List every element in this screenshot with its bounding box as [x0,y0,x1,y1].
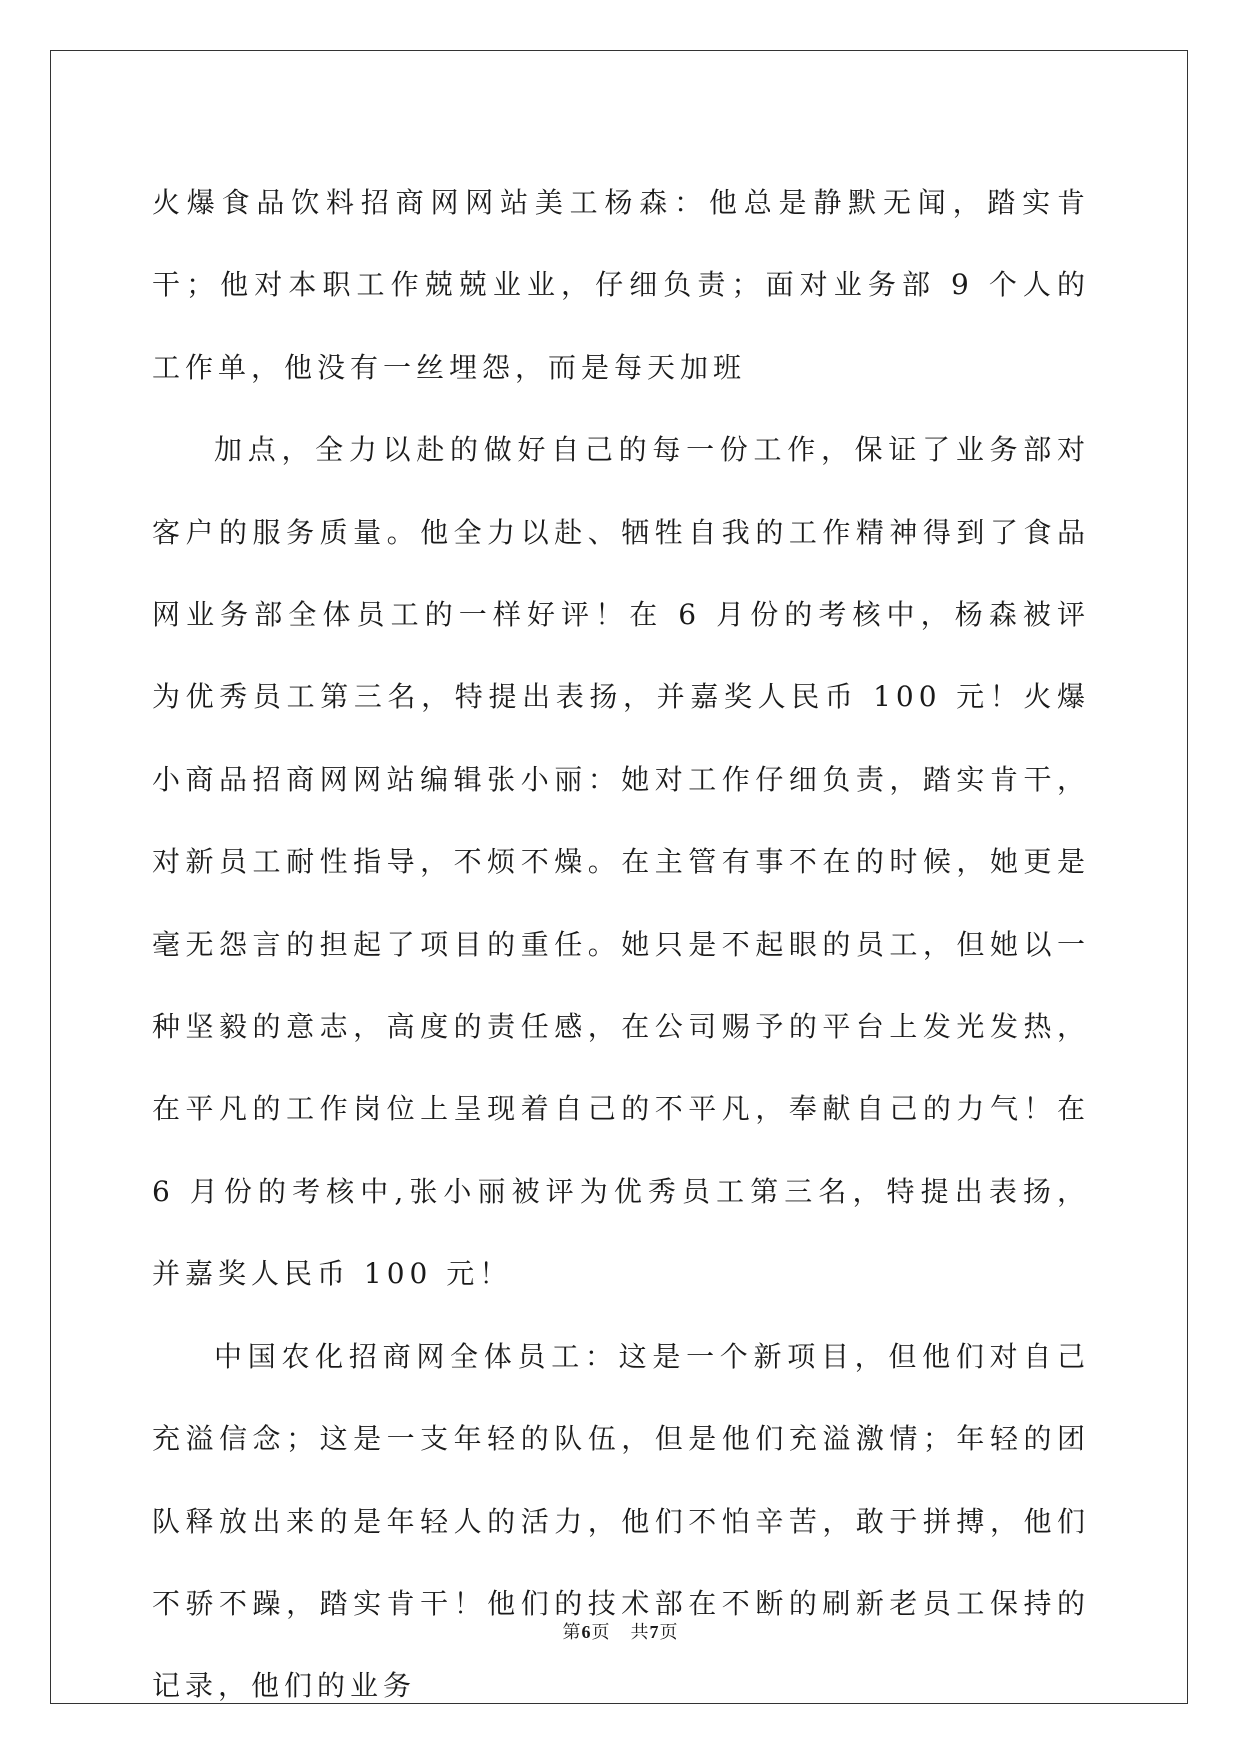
paragraph-2: 加点，全力以赴的做好自己的每一份工作，保证了业务部对客户的服务质量。他全力以赴、牺牲自我的工作精神得到了食品网业务部全体员工的一样好评！在 6 月份的考核中，杨森被评为优秀员工第三名，特提出表扬，并嘉奖人民币 100 元！火爆小商品招商网网站编辑张小丽：她对工作仔细负责，踏实肯干，对新员工耐性指导，不烦不燥。在主管有事不在的时候，她更是毫无怨言的担起了项目的重任。她只是不起眼的员工，但她以一种坚毅的意志，高度的责任感，在公司赐予的平台上发光发热，在平凡的工作岗位上呈现着自己的不平凡，奉献自己的力气！在 6 月份的考核中,张小丽被评为优秀员工第三名，特提出表扬，并嘉奖人民币 100 元！ [152,433,1090,1291]
page-suffix: 页 [591,1622,611,1643]
page-prefix: 第 [562,1622,582,1643]
total-page-count: 7 [649,1622,660,1642]
paragraph-1: 火爆食品饮料招商网网站美工杨森：他总是静默无闻，踏实肯干；他对本职工作兢兢业业，仔细负责；面对业务部 9 个人的工作单，他没有一丝埋怨，而是每天加班 [152,186,1090,384]
total-prefix: 共 [630,1622,650,1643]
page-footer [0,1620,1241,1645]
total-suffix: 页 [659,1622,679,1643]
paragraph-3: 中国农化招商网全体员工：这是一个新项目，但他们对自己充溢信念；这是一支年轻的队伍，但是他们充溢激情；年轻的团队释放出来的是年轻人的活力，他们不怕辛苦，敢于拼搏，他们不骄不躁，踏实肯干！他们的技术部在不断的刷新老员工保持的记录，他们的业务 [152,1339,1090,1703]
document-body [152,162,1090,1728]
current-page-number: 6 [581,1622,592,1642]
